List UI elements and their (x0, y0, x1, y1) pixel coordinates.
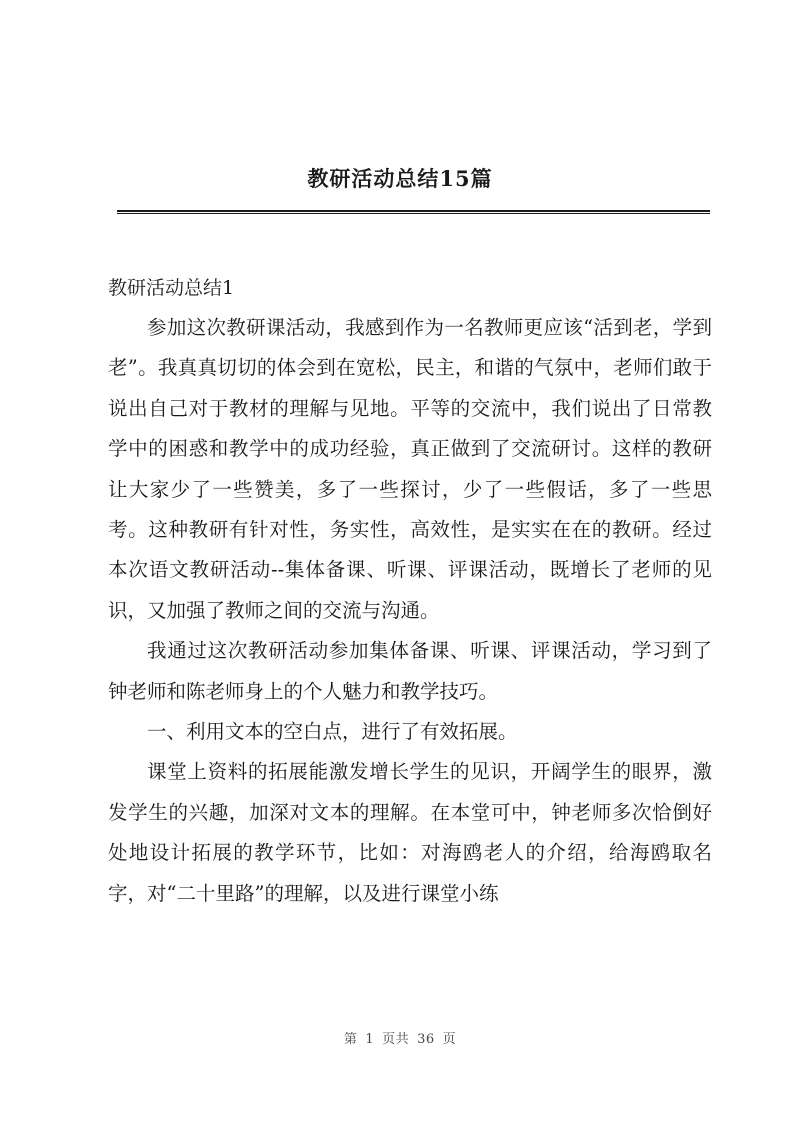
section-heading: 教研活动总结1 (108, 277, 235, 299)
total-pages: 36 (417, 1032, 435, 1047)
body-paragraph: 一、利用文本的空白点，进行了有效拓展。 (147, 720, 518, 744)
page-label-suffix: 页 (442, 1032, 457, 1047)
body-paragraph: 参加这次教研课活动，我感到作为一名教师更应该“活到老，学到老”。我真真切切的体会到在宽松，民主，和谐的气氛中，老师们敢于说出自己对于教材的理解与见地。平等的交流中，我们说出了日常教学中的困惑和教学中的成功经验，真正做到了交流研讨。这样的教研让大家少了一些赞美，多了一些探讨，少了一些假话，多了一些思考。这种教研有针对性，务实性，高效性，是实实在在的教研。经过本次语文教研活动--集体备课、听课、评课活动，既增长了老师的见识，又加强了教师之间的交流与沟通。 (108, 316, 712, 622)
page-title: 教研活动总结15篇 (307, 166, 493, 191)
page-label-middle: 页共 (382, 1032, 410, 1047)
page-label-prefix: 第 (343, 1032, 358, 1047)
body-paragraph: 课堂上资料的拓展能激发增长学生的见识，开阔学生的眼界，激发学生的兴趣，加深对文本的理解。在本堂可中，钟老师多次恰倒好处地设计拓展的教学环节，比如：对海鸥老人的介绍，给海鸥取名字，对“二十里路”的理解，以及进行课堂小练 (108, 760, 712, 905)
page-footer (0, 1030, 800, 1050)
document-body (108, 268, 712, 914)
current-page-number: 1 (365, 1032, 375, 1047)
body-paragraph: 我通过这次教研活动参加集体备课、听课、评课活动，学习到了钟老师和陈老师身上的个人魅力和教学技巧。 (108, 639, 712, 703)
title-divider (117, 210, 710, 214)
